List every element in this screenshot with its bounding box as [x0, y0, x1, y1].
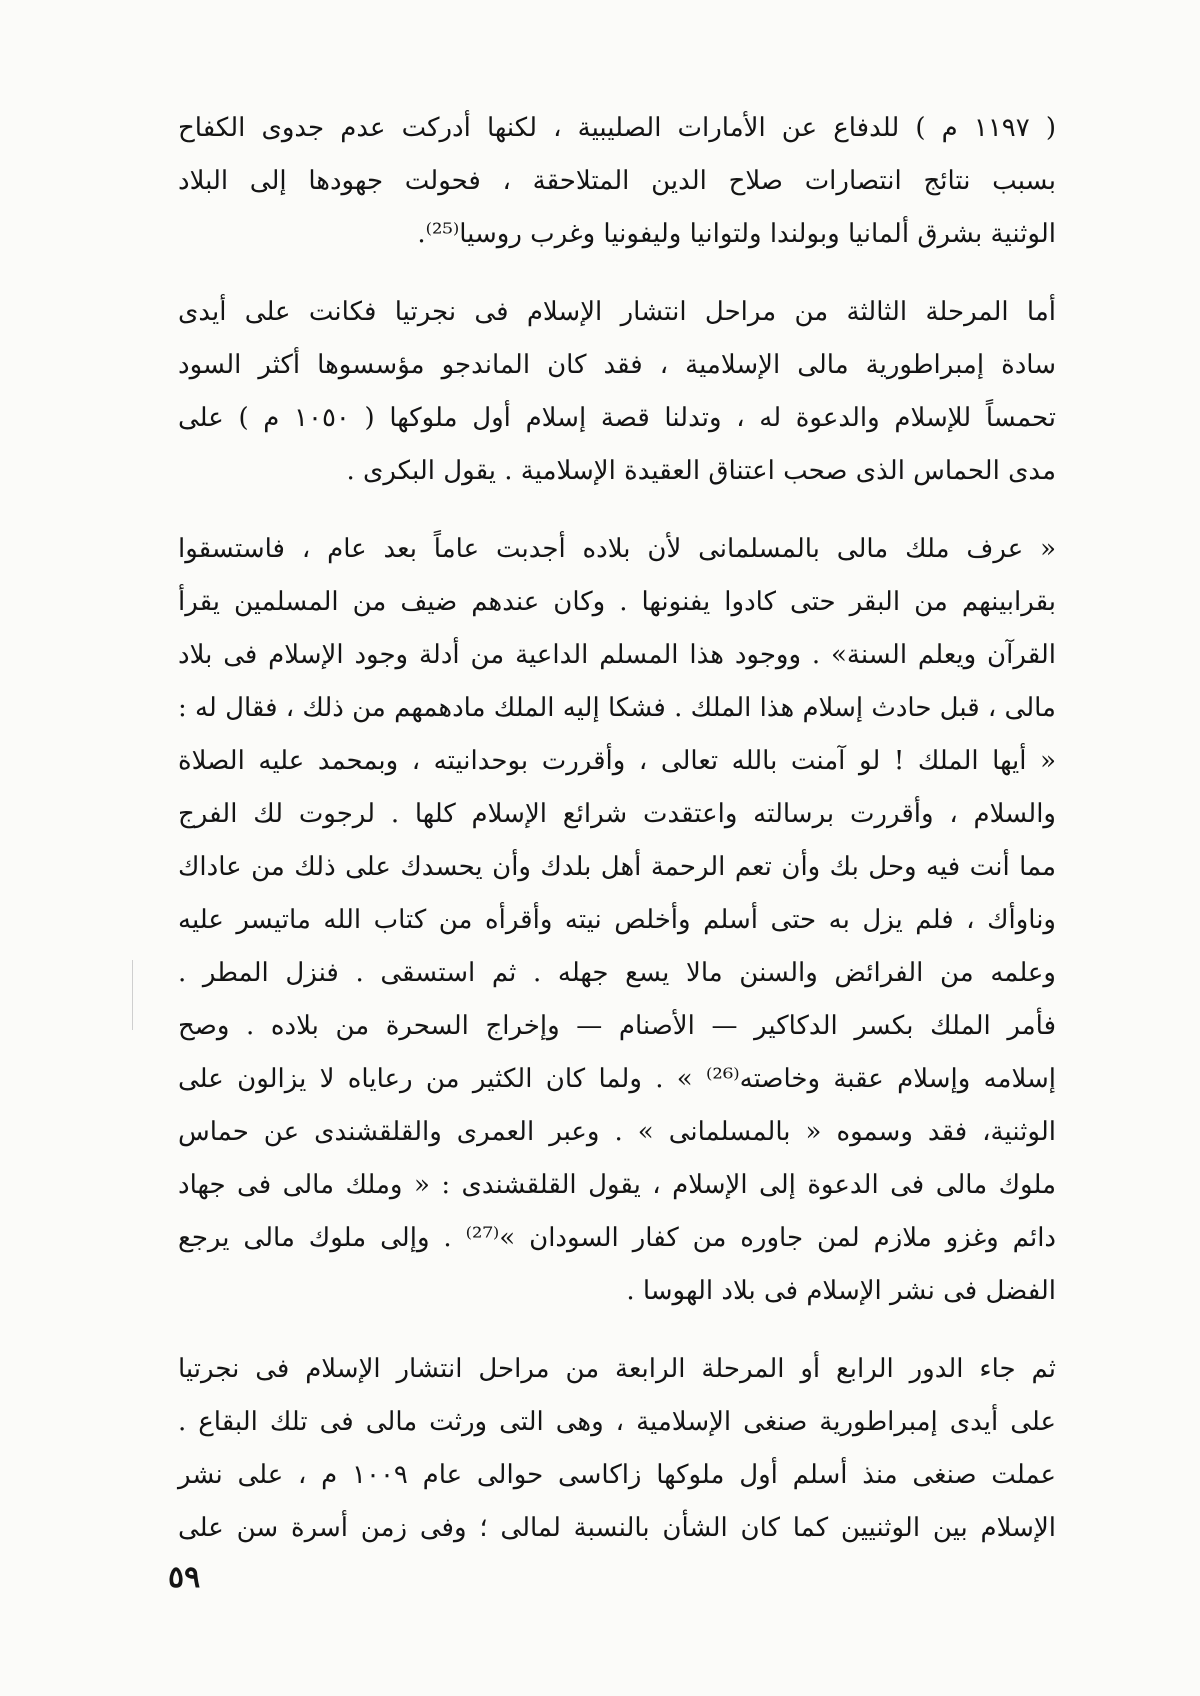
text-line: الفضل فى نشر الإسلام فى بلاد الهوسا .	[626, 1276, 1056, 1306]
text-line: « عرف ملك مالى بالمسلمانى لأن بلاده أجدبت عاماً بعد عام ، فاستسقوا	[178, 534, 1056, 564]
text-line: وعلمه من الفرائض والسنن مالا يسع جهله . ثم استسقى . فنزل المطر .	[178, 958, 1056, 988]
text-line: الوثنية، فقد وسموه « بالمسلمانى » . وعبر العمرى والقلقشندى عن حماس	[178, 1117, 1056, 1147]
page-number: ٥٩	[168, 1560, 201, 1595]
text-line: وناوأك ، فلم يزل به حتى أسلم وأخلص نيته وأقرأه من كتاب الله ماتيسر عليه	[178, 905, 1056, 935]
text-line: ملوك مالى فى الدعوة إلى الإسلام ، يقول القلقشندى : « وملك مالى فى جهاد	[178, 1170, 1056, 1200]
paragraph-3-quote	[178, 523, 1056, 1318]
text-line: مما أنت فيه وحل بك وأن تعم الرحمة أهل بلدك وأن يحسدك على ذلك من عاداك	[178, 852, 1056, 882]
text-line: بسبب نتائج انتصارات صلاح الدين المتلاحقة ، فحولت جهودها إلى البلاد	[178, 166, 1056, 196]
text-line: مدى الحماس الذى صحب اعتناق العقيدة الإسلامية . يقول البكرى .	[346, 456, 1056, 486]
text-line: مالى ، قبل حادث إسلام هذا الملك . فشكا إليه الملك مادهمهم من ذلك ، فقال له :	[177, 693, 1056, 723]
text-line: دائم وغزو ملازم لمن جاوره من كفار السودان »⁽²⁷⁾ . وإلى ملوك مالى يرجع	[178, 1223, 1057, 1253]
scan-margin-mark	[132, 960, 133, 1030]
text-line: على أيدى إمبراطورية صنغى الإسلامية ، وهى التى ورثت مالى فى تلك البقاع .	[178, 1407, 1056, 1437]
text-line: ( ١١٩٧ م ) للدفاع عن الأمارات الصليبية ، لكنها أدركت عدم جدوى الكفاح	[178, 113, 1056, 143]
text-line: تحمساً للإسلام والدعوة له ، وتدلنا قصة إسلام أول ملوكها ( ١٠٥٠ م ) على	[178, 403, 1057, 433]
text-line: إسلامه وإسلام عقبة وخاصته⁽²⁶⁾ » . ولما كان الكثير من رعاياه لا يزالون على	[178, 1064, 1056, 1094]
body-text	[178, 102, 1056, 1580]
text-line: فأمر الملك بكسر الدكاكير — الأصنام — وإخراج السحرة من بلاده . وصح	[178, 1011, 1056, 1041]
text-line: « أيها الملك ! لو آمنت بالله تعالى ، وأقررت بوحدانيته ، وبمحمد عليه الصلاة	[178, 746, 1056, 776]
text-line: عملت صنغى منذ أسلم أول ملوكها زاكاسى حوالى عام ١٠٠٩ م ، على نشر	[178, 1460, 1056, 1490]
text-line: الوثنية بشرق ألمانيا وبولندا ولتوانيا وليفونيا وغرب روسيا⁽²⁵⁾.	[417, 219, 1056, 249]
paragraph-2	[178, 286, 1056, 498]
text-line: سادة إمبراطورية مالى الإسلامية ، فقد كان الماندجو مؤسسوها أكثر السود	[178, 350, 1056, 380]
text-line: الإسلام بين الوثنيين كما كان الشأن بالنسبة لمالى ؛ وفى زمن أسرة سن على	[178, 1513, 1056, 1543]
paragraph-4	[178, 1343, 1056, 1555]
text-line: والسلام ، وأقررت برسالته واعتقدت شرائع الإسلام كلها . لرجوت لك الفرج	[178, 799, 1056, 829]
text-line: بقرابينهم من البقر حتى كادوا يفنونها . وكان عندهم ضيف من المسلمين يقرأ	[178, 587, 1056, 617]
paragraph-1	[178, 102, 1056, 261]
text-line: أما المرحلة الثالثة من مراحل انتشار الإسلام فى نجرتيا فكانت على أيدى	[178, 297, 1056, 327]
text-line: ثم جاء الدور الرابع أو المرحلة الرابعة من مراحل انتشار الإسلام فى نجرتيا	[178, 1354, 1056, 1384]
text-line: القرآن ويعلم السنة» . ووجود هذا المسلم الداعية من أدلة وجود الإسلام فى بلاد	[178, 640, 1056, 670]
